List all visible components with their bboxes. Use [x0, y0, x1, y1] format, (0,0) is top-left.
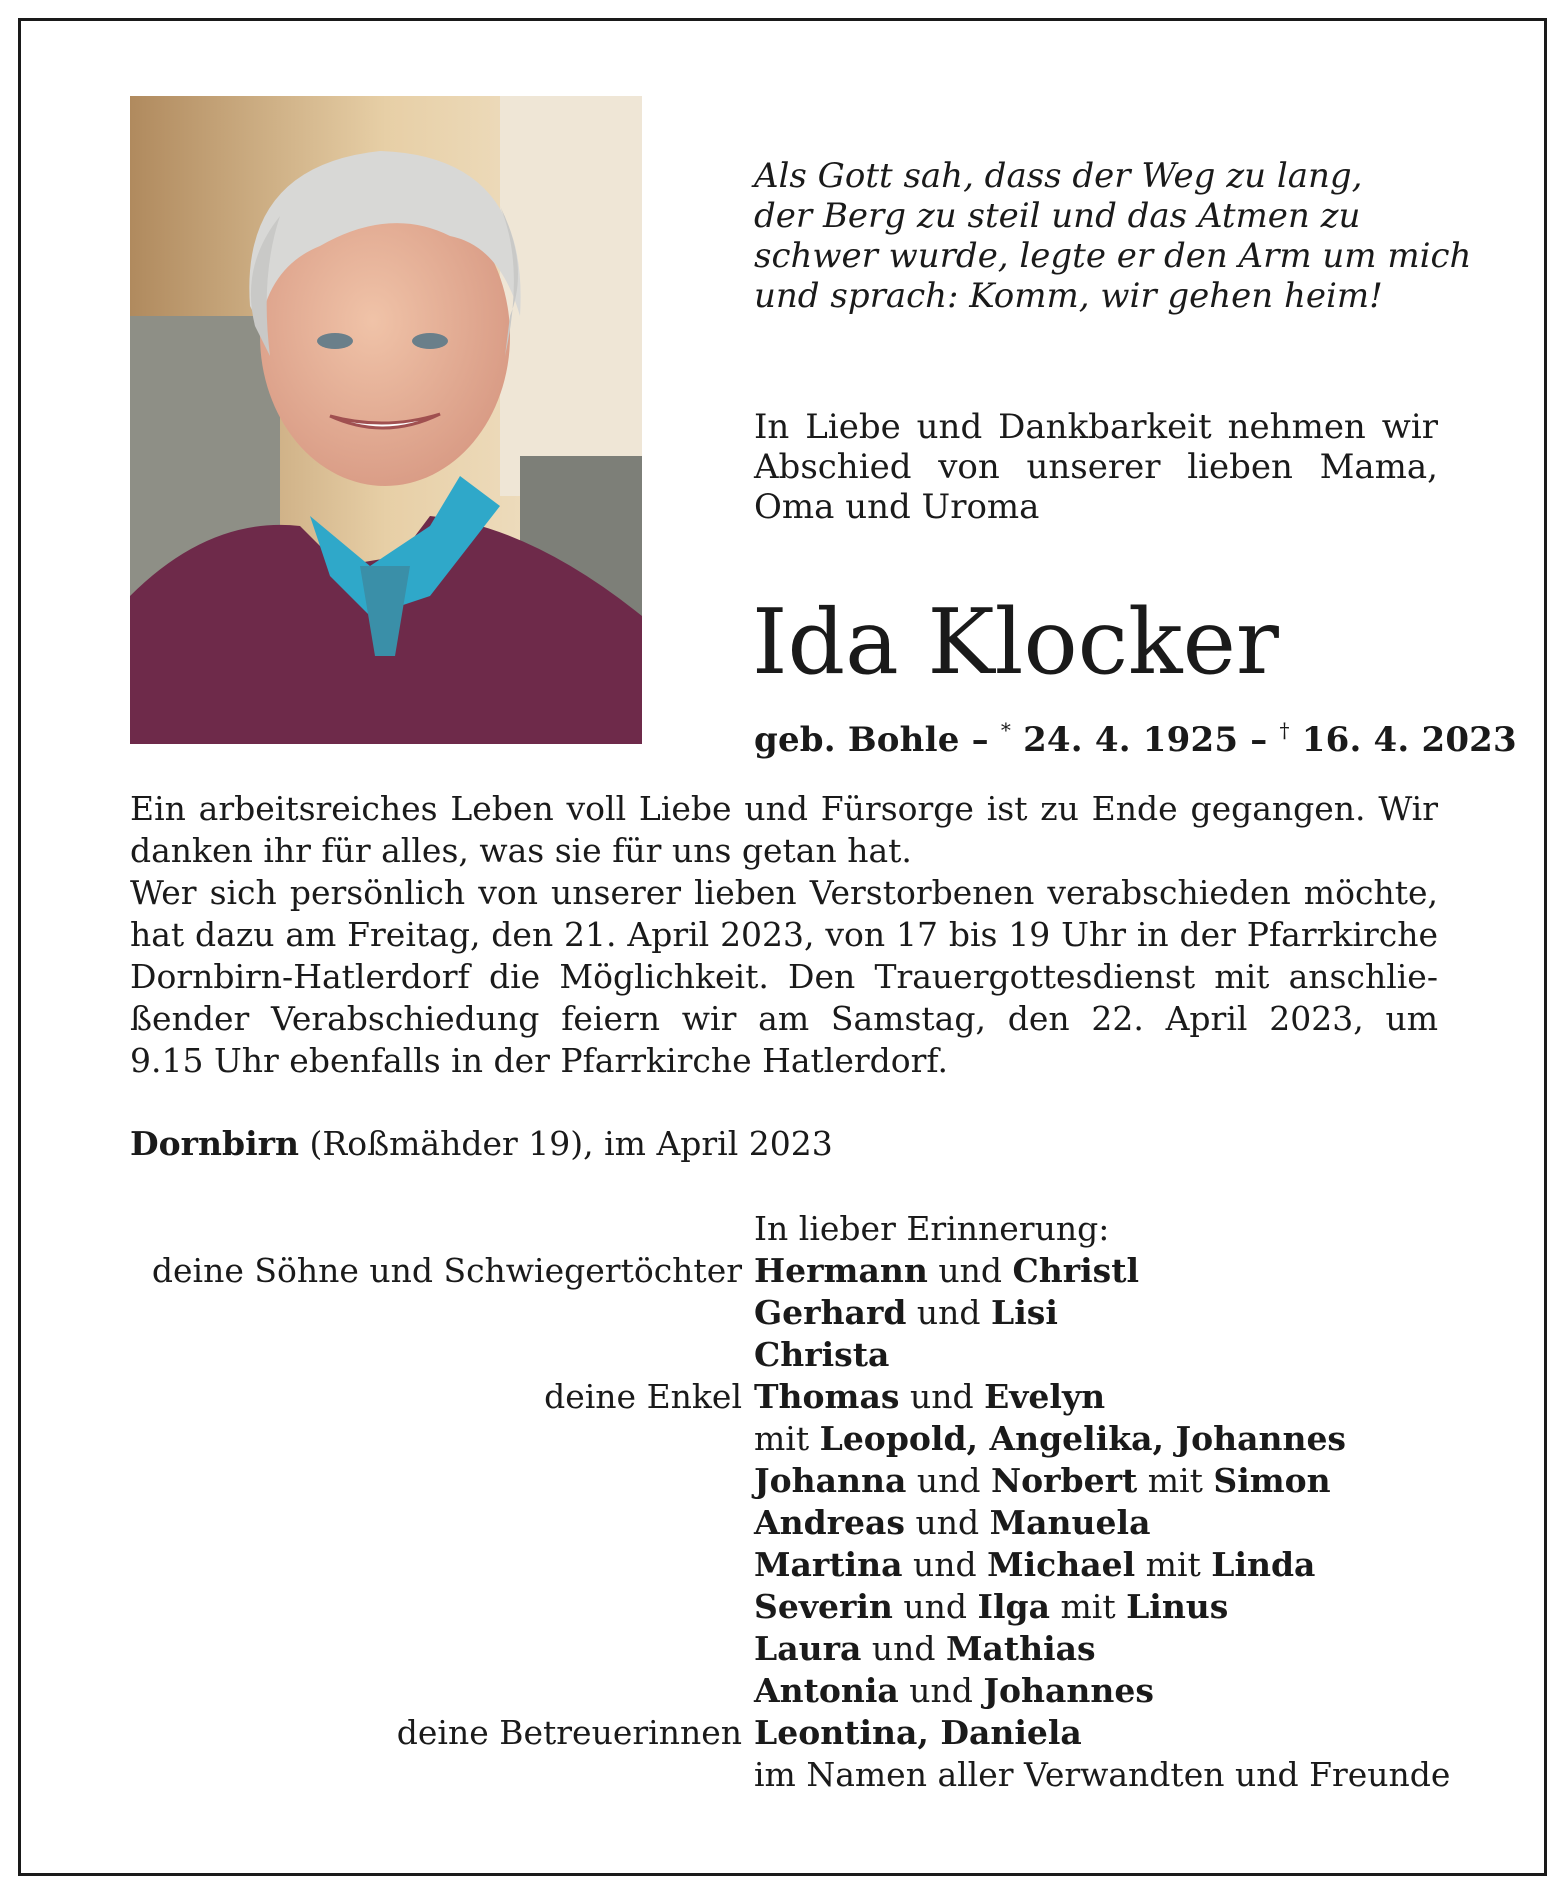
mourner-names [754, 1418, 1346, 1460]
mourner-name: Evelyn [984, 1377, 1106, 1416]
mourner-names [754, 1544, 1315, 1586]
connector-text: und [902, 1545, 988, 1584]
connector-text: und [892, 1587, 978, 1626]
mourner-row [0, 1712, 1567, 1754]
relation-label: deine Söhne und Schwiegertöchter [151, 1251, 742, 1290]
mourners-list [0, 1208, 1567, 1796]
poem-line: Als Gott sah, dass der Weg zu lang, [754, 156, 1363, 196]
body-line: Dornbirn-Hatlerdorf die Möglichkeit. Den Trauergottesdienst mit anschlie- [130, 957, 1438, 996]
body-line: hat dazu am Freitag, den 21. April 2023, von 17 bis 19 Uhr in der Pfarrkirche [130, 915, 1438, 954]
mourner-row [0, 1544, 1567, 1586]
place-date-line [130, 1123, 833, 1165]
mourner-name: Mathias [945, 1629, 1096, 1668]
body-line: 9.15 Uhr ebenfalls in der Pfarrkirche Hatlerdorf. [130, 1041, 948, 1080]
mourner-row [0, 1670, 1567, 1712]
mourner-names [754, 1376, 1105, 1418]
mourner-name: Norbert [991, 1461, 1138, 1500]
mourner-names [754, 1292, 1058, 1334]
place-address-date: (Roßmähder 19), im April 2023 [299, 1124, 833, 1163]
connector-text: mit [1137, 1461, 1214, 1500]
place-city: Dornbirn [130, 1124, 299, 1163]
body-text [130, 788, 1438, 1082]
poem-line: und sprach: Komm, wir gehen heim! [754, 276, 1383, 316]
mourner-row [0, 1334, 1567, 1376]
intro-line: Oma und Uroma [754, 487, 1040, 527]
connector-text: und [899, 1377, 985, 1416]
mourner-names [754, 1712, 1082, 1754]
death-date: 16. 4. 2023 [1289, 720, 1517, 760]
relation-label: deine Betreuerinnen [396, 1713, 742, 1752]
mourner-row [0, 1628, 1567, 1670]
mourner-row [0, 1460, 1567, 1502]
mourner-row [0, 1418, 1567, 1460]
mourner-name: Severin [754, 1587, 893, 1626]
connector-text: mit [1049, 1587, 1127, 1626]
mourner-name: Manuela [989, 1503, 1151, 1542]
mourner-names [754, 1670, 1154, 1712]
mourner-names [754, 1754, 1450, 1796]
mourner-names [754, 1334, 889, 1376]
intro-line: In Liebe und Dankbarkeit nehmen wir [754, 407, 1438, 447]
mourner-name: Leopold, Angelika, Johannes [819, 1419, 1347, 1458]
connector-text: und [898, 1671, 984, 1710]
mourner-names [754, 1628, 1096, 1670]
poem-line: der Berg zu steil und das Atmen zu [754, 196, 1361, 236]
mourner-names [754, 1250, 1139, 1292]
mourner-name: Antonia [754, 1671, 899, 1710]
mourner-name: Michael [987, 1545, 1136, 1584]
mourner-name: Andreas [754, 1503, 906, 1542]
mourner-name: Hermann [754, 1251, 928, 1290]
poem-line: schwer wurde, legte er den Arm um mich [754, 236, 1472, 276]
mourner-name: Thomas [754, 1377, 900, 1416]
portrait-photo [130, 96, 642, 744]
relation-label: deine Enkel [544, 1377, 742, 1416]
mourner-row [0, 1250, 1567, 1292]
mourner-name: Laura [754, 1629, 862, 1668]
mourner-name: Johannes [983, 1671, 1154, 1710]
deceased-name: Ida Klocker [752, 590, 1279, 695]
body-line: Wer sich persönlich von unserer lieben Verstorbenen verabschieden möchte, [130, 873, 1438, 912]
mourner-names [754, 1502, 1150, 1544]
mourner-row [0, 1376, 1567, 1418]
mourner-name: Lisi [991, 1293, 1058, 1332]
body-line: ßender Verabschiedung feiern wir am Samstag, den 22. April 2023, um [130, 999, 1438, 1038]
mourner-row [0, 1292, 1567, 1334]
intro-line: Abschied von unserer lieben Mama, [754, 447, 1438, 487]
connector-text: mit [1135, 1545, 1212, 1584]
connector-text: und [906, 1293, 992, 1332]
mourner-name: Ilga [977, 1587, 1050, 1626]
mourner-name: Christa [754, 1335, 890, 1374]
body-line: Ein arbeitsreiches Leben voll Liebe und Fürsorge ist zu Ende gegangen. Wir [130, 789, 1438, 828]
mourner-row [0, 1502, 1567, 1544]
mourner-names [754, 1460, 1331, 1502]
mourner-name: Linda [1211, 1545, 1316, 1584]
death-symbol: † [1279, 718, 1290, 742]
connector-text: und [927, 1251, 1013, 1290]
dash: – [1238, 720, 1280, 760]
mourner-name: Gerhard [754, 1293, 907, 1332]
mourner-names [754, 1586, 1228, 1628]
mourner-name: Linus [1126, 1587, 1229, 1626]
mourner-name: Martina [754, 1545, 903, 1584]
birth-date: 24. 4. 1925 [1011, 720, 1239, 760]
mourners-heading: In lieber Erinnerung: [754, 1209, 1110, 1248]
mourner-row [0, 1754, 1567, 1796]
maiden-name: geb. Bohle [754, 720, 960, 760]
intro-text [754, 407, 1438, 527]
dash: – [959, 720, 1001, 760]
mourner-row [0, 1586, 1567, 1628]
mourner-name: Johanna [754, 1461, 907, 1500]
connector-text: und [906, 1461, 991, 1500]
mourner-name: Christl [1012, 1251, 1140, 1290]
body-line: danken ihr für alles, was sie für uns getan hat. [130, 831, 912, 870]
mourner-name: Simon [1213, 1461, 1331, 1500]
life-dates [754, 707, 1517, 763]
mourner-name: Leontina, Daniela [754, 1713, 1082, 1752]
poem-verse [754, 156, 1474, 316]
connector-text: und [861, 1629, 946, 1668]
connector-text: und [905, 1503, 990, 1542]
connector-text: mit [754, 1419, 820, 1458]
connector-text: im Namen aller Verwandten und Freunde [754, 1755, 1451, 1794]
birth-symbol: * [1000, 718, 1012, 742]
